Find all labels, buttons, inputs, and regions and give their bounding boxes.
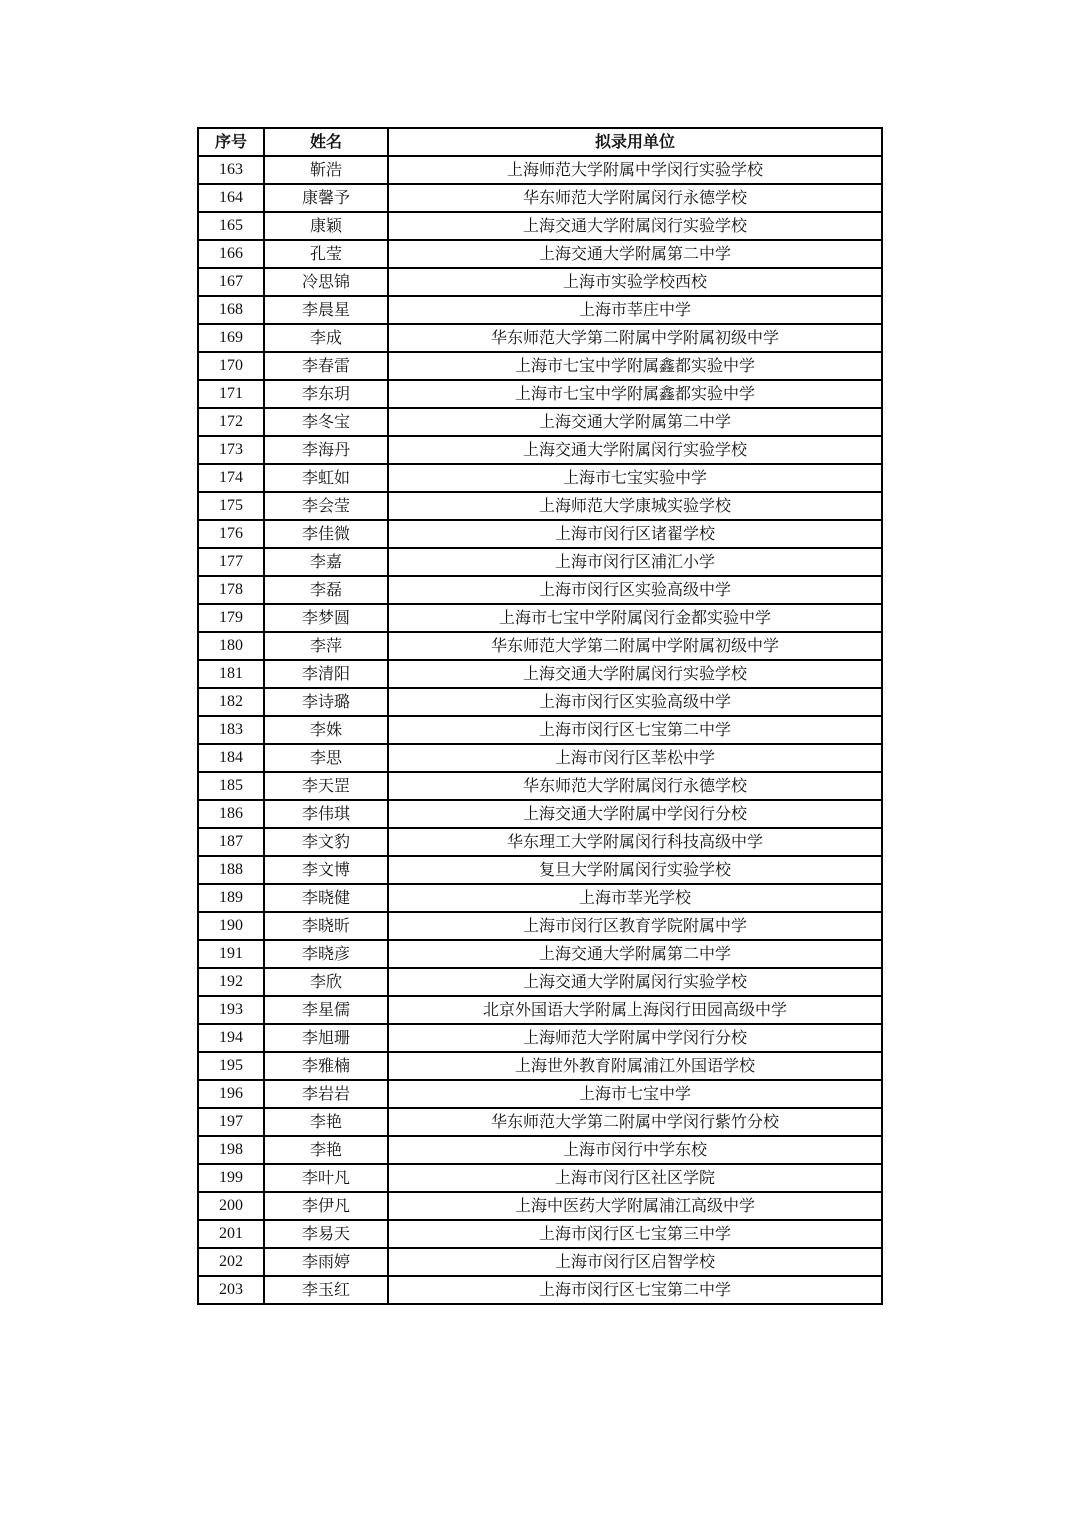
table-row — [198, 912, 882, 940]
cell-hiring-unit: 上海市闵行区七宝第三中学 — [388, 1220, 882, 1248]
table-row — [198, 268, 882, 296]
cell-serial-number: 168 — [198, 296, 264, 324]
cell-serial-number: 184 — [198, 744, 264, 772]
cell-serial-number: 198 — [198, 1136, 264, 1164]
table-row — [198, 800, 882, 828]
table-row — [198, 408, 882, 436]
cell-serial-number: 172 — [198, 408, 264, 436]
cell-hiring-unit: 上海市闵行区实验高级中学 — [388, 688, 882, 716]
cell-name: 李晨星 — [264, 296, 388, 324]
table-row — [198, 240, 882, 268]
cell-hiring-unit: 上海市闵行区启智学校 — [388, 1248, 882, 1276]
cell-serial-number: 193 — [198, 996, 264, 1024]
table-row — [198, 324, 882, 352]
header-serial-number: 序号 — [198, 128, 264, 156]
table-row — [198, 296, 882, 324]
cell-hiring-unit: 上海市闵行区实验高级中学 — [388, 576, 882, 604]
table-row — [198, 940, 882, 968]
table-row — [198, 660, 882, 688]
cell-name: 李冬宝 — [264, 408, 388, 436]
cell-serial-number: 179 — [198, 604, 264, 632]
table-row — [198, 548, 882, 576]
cell-serial-number: 194 — [198, 1024, 264, 1052]
cell-serial-number: 201 — [198, 1220, 264, 1248]
table-row — [198, 632, 882, 660]
cell-name: 李成 — [264, 324, 388, 352]
table-row — [198, 436, 882, 464]
cell-serial-number: 203 — [198, 1276, 264, 1304]
cell-serial-number: 169 — [198, 324, 264, 352]
cell-serial-number: 182 — [198, 688, 264, 716]
cell-serial-number: 199 — [198, 1164, 264, 1192]
table-row — [198, 688, 882, 716]
table-row — [198, 1080, 882, 1108]
cell-serial-number: 170 — [198, 352, 264, 380]
cell-hiring-unit: 上海市闵行区诸翟学校 — [388, 520, 882, 548]
cell-serial-number: 183 — [198, 716, 264, 744]
header-hiring-unit: 拟录用单位 — [388, 128, 882, 156]
cell-name: 李虹如 — [264, 464, 388, 492]
cell-serial-number: 174 — [198, 464, 264, 492]
cell-name: 李姝 — [264, 716, 388, 744]
cell-serial-number: 180 — [198, 632, 264, 660]
cell-hiring-unit: 上海交通大学附属闵行实验学校 — [388, 436, 882, 464]
table-row — [198, 1248, 882, 1276]
cell-hiring-unit: 北京外国语大学附属上海闵行田园高级中学 — [388, 996, 882, 1024]
table-row — [198, 492, 882, 520]
cell-name: 李艳 — [264, 1136, 388, 1164]
cell-serial-number: 176 — [198, 520, 264, 548]
table-row — [198, 212, 882, 240]
table-row — [198, 744, 882, 772]
cell-serial-number: 190 — [198, 912, 264, 940]
cell-hiring-unit: 上海世外教育附属浦江外国语学校 — [388, 1052, 882, 1080]
cell-hiring-unit: 复旦大学附属闵行实验学校 — [388, 856, 882, 884]
cell-serial-number: 175 — [198, 492, 264, 520]
cell-hiring-unit: 上海市闵行区教育学院附属中学 — [388, 912, 882, 940]
cell-name: 李岩岩 — [264, 1080, 388, 1108]
cell-name: 李东玥 — [264, 380, 388, 408]
table-row — [198, 856, 882, 884]
cell-name: 李文豹 — [264, 828, 388, 856]
table-row — [198, 884, 882, 912]
cell-name: 李天罡 — [264, 772, 388, 800]
cell-name: 李诗璐 — [264, 688, 388, 716]
cell-name: 李晓健 — [264, 884, 388, 912]
cell-name: 李春雷 — [264, 352, 388, 380]
cell-name: 李旭珊 — [264, 1024, 388, 1052]
table-row — [198, 156, 882, 184]
cell-hiring-unit: 华东师范大学第二附属中学附属初级中学 — [388, 632, 882, 660]
cell-hiring-unit: 上海交通大学附属闵行实验学校 — [388, 968, 882, 996]
cell-hiring-unit: 华东师范大学第二附属中学闵行紫竹分校 — [388, 1108, 882, 1136]
cell-hiring-unit: 上海师范大学附属中学闵行分校 — [388, 1024, 882, 1052]
cell-name: 靳浩 — [264, 156, 388, 184]
table-row — [198, 968, 882, 996]
cell-hiring-unit: 华东师范大学附属闵行永德学校 — [388, 772, 882, 800]
cell-name: 李玉红 — [264, 1276, 388, 1304]
cell-hiring-unit: 上海师范大学附属中学闵行实验学校 — [388, 156, 882, 184]
table-row — [198, 380, 882, 408]
cell-name: 李佳微 — [264, 520, 388, 548]
cell-name: 李思 — [264, 744, 388, 772]
cell-hiring-unit: 上海交通大学附属第二中学 — [388, 408, 882, 436]
table-row — [198, 352, 882, 380]
cell-name: 李文博 — [264, 856, 388, 884]
cell-serial-number: 178 — [198, 576, 264, 604]
table-row — [198, 1164, 882, 1192]
cell-hiring-unit: 华东师范大学第二附属中学附属初级中学 — [388, 324, 882, 352]
cell-name: 李艳 — [264, 1108, 388, 1136]
cell-hiring-unit: 上海市七宝实验中学 — [388, 464, 882, 492]
cell-hiring-unit: 上海交通大学附属闵行实验学校 — [388, 660, 882, 688]
cell-hiring-unit: 上海师范大学康城实验学校 — [388, 492, 882, 520]
cell-serial-number: 163 — [198, 156, 264, 184]
cell-serial-number: 181 — [198, 660, 264, 688]
table-header-row — [198, 128, 882, 156]
cell-name: 李会莹 — [264, 492, 388, 520]
table-row — [198, 184, 882, 212]
cell-hiring-unit: 上海交通大学附属第二中学 — [388, 240, 882, 268]
cell-serial-number: 167 — [198, 268, 264, 296]
cell-name: 李梦圆 — [264, 604, 388, 632]
table-row — [198, 1052, 882, 1080]
table-row — [198, 996, 882, 1024]
table-row — [198, 828, 882, 856]
cell-hiring-unit: 上海市七宝中学附属闵行金都实验中学 — [388, 604, 882, 632]
table-row — [198, 1108, 882, 1136]
cell-hiring-unit: 上海市闵行区莘松中学 — [388, 744, 882, 772]
cell-name: 李雅楠 — [264, 1052, 388, 1080]
cell-name: 李晓彦 — [264, 940, 388, 968]
cell-hiring-unit: 上海市七宝中学附属鑫都实验中学 — [388, 352, 882, 380]
cell-hiring-unit: 上海市闵行区七宝第二中学 — [388, 1276, 882, 1304]
table-row — [198, 1220, 882, 1248]
table-row — [198, 716, 882, 744]
cell-serial-number: 186 — [198, 800, 264, 828]
cell-name: 李星儒 — [264, 996, 388, 1024]
cell-name: 孔莹 — [264, 240, 388, 268]
table-row — [198, 576, 882, 604]
cell-name: 李萍 — [264, 632, 388, 660]
cell-serial-number: 165 — [198, 212, 264, 240]
header-name: 姓名 — [264, 128, 388, 156]
cell-hiring-unit: 上海交通大学附属第二中学 — [388, 940, 882, 968]
hiring-list-table — [197, 127, 883, 1305]
cell-serial-number: 185 — [198, 772, 264, 800]
cell-name: 李伟琪 — [264, 800, 388, 828]
cell-hiring-unit: 上海交通大学附属闵行实验学校 — [388, 212, 882, 240]
cell-serial-number: 164 — [198, 184, 264, 212]
cell-serial-number: 200 — [198, 1192, 264, 1220]
cell-serial-number: 195 — [198, 1052, 264, 1080]
cell-hiring-unit: 上海市莘庄中学 — [388, 296, 882, 324]
cell-serial-number: 196 — [198, 1080, 264, 1108]
cell-name: 李雨婷 — [264, 1248, 388, 1276]
cell-name: 李磊 — [264, 576, 388, 604]
cell-serial-number: 173 — [198, 436, 264, 464]
cell-hiring-unit: 上海市闵行区七宝第二中学 — [388, 716, 882, 744]
table-row — [198, 1136, 882, 1164]
table-row — [198, 520, 882, 548]
cell-serial-number: 188 — [198, 856, 264, 884]
cell-name: 康颖 — [264, 212, 388, 240]
cell-name: 冷思锦 — [264, 268, 388, 296]
cell-hiring-unit: 上海市闵行中学东校 — [388, 1136, 882, 1164]
cell-serial-number: 191 — [198, 940, 264, 968]
cell-hiring-unit: 上海市七宝中学 — [388, 1080, 882, 1108]
cell-hiring-unit: 上海市七宝中学附属鑫都实验中学 — [388, 380, 882, 408]
cell-name: 康馨予 — [264, 184, 388, 212]
cell-serial-number: 197 — [198, 1108, 264, 1136]
cell-serial-number: 202 — [198, 1248, 264, 1276]
cell-name: 李海丹 — [264, 436, 388, 464]
table-row — [198, 1276, 882, 1304]
cell-name: 李欣 — [264, 968, 388, 996]
table-row — [198, 1024, 882, 1052]
cell-name: 李伊凡 — [264, 1192, 388, 1220]
cell-serial-number: 189 — [198, 884, 264, 912]
cell-serial-number: 171 — [198, 380, 264, 408]
cell-hiring-unit: 华东师范大学附属闵行永德学校 — [388, 184, 882, 212]
table-row — [198, 604, 882, 632]
cell-hiring-unit: 上海市莘光学校 — [388, 884, 882, 912]
cell-hiring-unit: 上海市闵行区浦汇小学 — [388, 548, 882, 576]
cell-hiring-unit: 上海交通大学附属中学闵行分校 — [388, 800, 882, 828]
cell-name: 李嘉 — [264, 548, 388, 576]
table-row — [198, 1192, 882, 1220]
cell-serial-number: 192 — [198, 968, 264, 996]
cell-name: 李叶凡 — [264, 1164, 388, 1192]
cell-name: 李晓昕 — [264, 912, 388, 940]
table-row — [198, 772, 882, 800]
cell-serial-number: 187 — [198, 828, 264, 856]
table-body — [198, 156, 882, 1304]
cell-hiring-unit: 华东理工大学附属闵行科技高级中学 — [388, 828, 882, 856]
table-row — [198, 464, 882, 492]
cell-name: 李清阳 — [264, 660, 388, 688]
cell-serial-number: 166 — [198, 240, 264, 268]
cell-serial-number: 177 — [198, 548, 264, 576]
cell-hiring-unit: 上海市闵行区社区学院 — [388, 1164, 882, 1192]
cell-hiring-unit: 上海中医药大学附属浦江高级中学 — [388, 1192, 882, 1220]
cell-name: 李易天 — [264, 1220, 388, 1248]
cell-hiring-unit: 上海市实验学校西校 — [388, 268, 882, 296]
